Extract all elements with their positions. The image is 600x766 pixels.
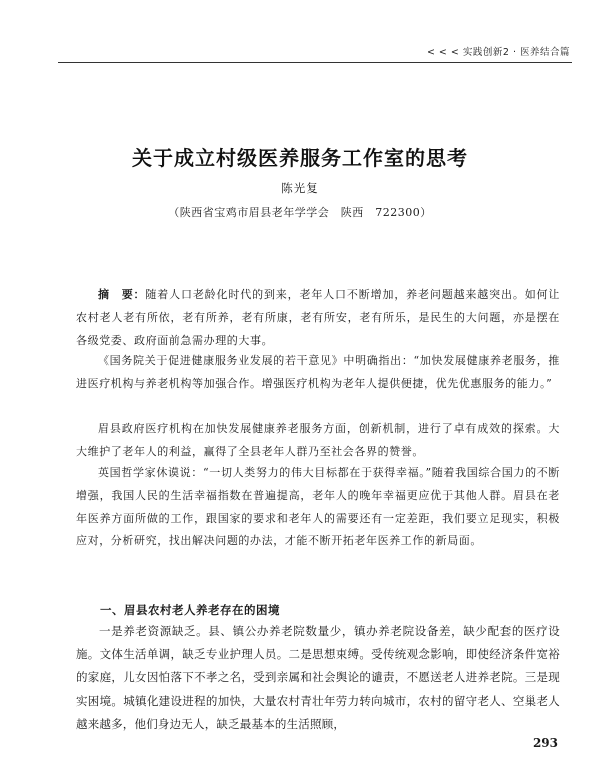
article-author: 陈光复 — [281, 181, 319, 195]
paragraph-text: 英国哲学家休谟说：“一切人类努力的伟大目标都在于获得幸福。”随着我国综合国力的不断增强，我国人民的生活幸福指数在普遍提高，老年人的晚年幸福更应优于其他人群。眉县在老年医养方面所做的工作，跟国家的要求和老年人的需要还有一定差距，我们要立足现实，积极应对，分析研究，找出解决问题的办法，才能不断开拓老年医养工作的新局面。 — [76, 466, 560, 548]
section-body: 一是养老资源缺乏。县、镇公办养老院数量少，镇办养老院设备差，缺少配套的医疗设施。文体生活单调，缺乏专业护理人员。二是思想束缚。受传统观念影响，即使经济条件宽裕的家庭，儿女因怕落下不孝之名，受到亲属和社会舆论的谴责，不愿送老人进养老院。三是现实困境。城镇化建设进程的加快，大量农村青壮年劳力转向城市，农村的留守老人、空巢老人越来越多，他们身边无人，缺乏最基本的生活照顾， — [76, 624, 560, 731]
header-rule — [58, 62, 572, 63]
running-header: < < < 实践创新2 · 医养结合篇 — [426, 47, 570, 58]
abstract-label: 摘 要： — [98, 288, 146, 301]
page-number: 293 — [532, 736, 558, 750]
article-title: 关于成立村级医养服务工作室的思考 — [132, 146, 468, 170]
section-heading: 一、眉县农村老人养老存在的困境 — [100, 603, 280, 617]
paragraph-text: 《国务院关于促进健康服务业发展的若干意见》中明确指出：“加快发展健康养老服务，推进医疗机构与养老机构等加强合作。增强医疗机构为老年人提供便捷，优先优惠服务的能力。” — [76, 354, 560, 390]
abstract-paragraph — [76, 284, 560, 352]
body-paragraph-2 — [76, 418, 560, 464]
paragraph-text: 眉县政府医疗机构在加快发展健康养老服务方面，创新机制，进行了卓有成效的探索。大大维护了老年人的利益，赢得了全县老年人群乃至社会各界的赞誉。 — [76, 422, 560, 458]
article-affiliation: （陕西省宝鸡市眉县老年学学会 陕西 722300） — [168, 206, 432, 219]
body-paragraph-1 — [76, 350, 560, 396]
abstract-text: 随着人口老龄化时代的到来，老年人口不断增加，养老问题越来越突出。如何让农村老人老有所依，老有所养，老有所康，老有所安，老有所乐，是民生的大问题，亦是摆在各级党委、政府面前急需办理的大事。 — [76, 288, 561, 347]
body-paragraph-3 — [76, 462, 560, 553]
abstract — [76, 284, 560, 352]
